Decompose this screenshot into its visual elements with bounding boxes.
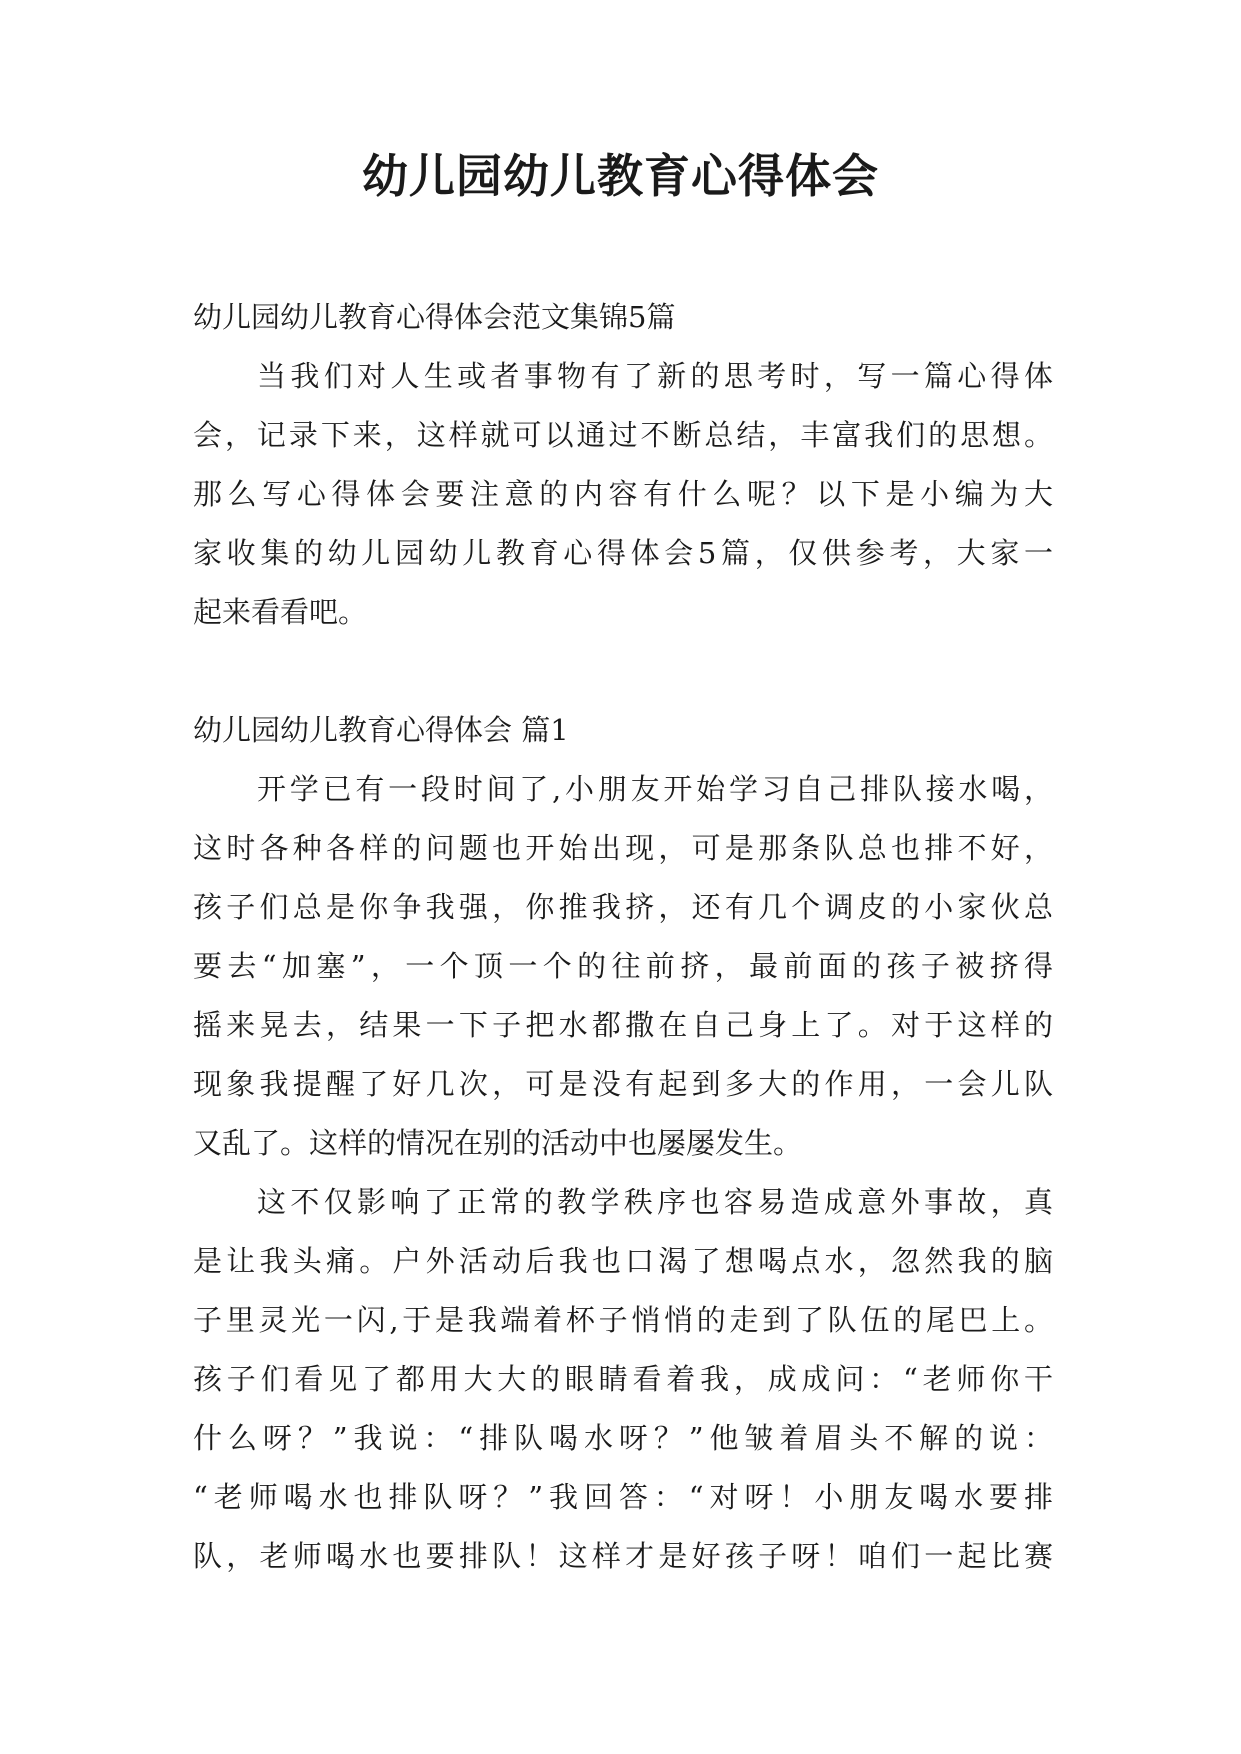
paragraph-line: 开学已有一段时间了,小朋友开始学习自己排队接水喝， [257, 772, 1053, 806]
section1-paragraph-1 [193, 760, 1053, 1173]
document-subtitle: 幼儿园幼儿教育心得体会范文集锦5篇 [193, 300, 676, 334]
paragraph-line: 又乱了。这样的情况在别的活动中也屡屡发生。 [193, 1126, 803, 1160]
paragraph-line: 要去“加塞”，一个顶一个的往前挤，最前面的孩子被挤得 [193, 949, 1053, 983]
paragraph-line: 是让我头痛。户外活动后我也口渴了想喝点水，忽然我的脑 [193, 1244, 1053, 1278]
paragraph-line: 什么呀？”我说：“排队喝水呀？”他皱着眉头不解的说： [193, 1421, 1053, 1455]
paragraph-line: 现象我提醒了好几次，可是没有起到多大的作用，一会儿队 [193, 1067, 1053, 1101]
section-heading: 幼儿园幼儿教育心得体会 篇1 [193, 713, 569, 747]
paragraph-line: 起来看看吧。 [193, 595, 368, 629]
section1-paragraph-2 [193, 1173, 1053, 1586]
paragraph-line: 子里灵光一闪,于是我端着杯子悄悄的走到了队伍的尾巴上。 [193, 1303, 1053, 1337]
paragraph-line: 队，老师喝水也要排队！这样才是好孩子呀！咱们一起比赛 [193, 1539, 1053, 1573]
document-body [193, 288, 1053, 1586]
paragraph-line: 当我们对人生或者事物有了新的思考时，写一篇心得体 [257, 359, 1053, 393]
section-spacer [193, 642, 1053, 701]
document-title: 幼儿园幼儿教育心得体会 [362, 149, 879, 203]
paragraph-line: 孩子们总是你争我强，你推我挤，还有几个调皮的小家伙总 [193, 890, 1053, 924]
intro-paragraph [193, 347, 1053, 642]
paragraph-line: 家收集的幼儿园幼儿教育心得体会5篇，仅供参考，大家一 [193, 536, 1053, 570]
paragraph-line: 会，记录下来，这样就可以通过不断总结，丰富我们的思想。 [193, 418, 1053, 452]
paragraph-line: “老师喝水也排队呀？”我回答：“对呀！小朋友喝水要排 [193, 1480, 1053, 1514]
paragraph-line: 孩子们看见了都用大大的眼睛看着我，成成问：“老师你干 [193, 1362, 1053, 1396]
paragraph-line: 这不仅影响了正常的教学秩序也容易造成意外事故，真 [257, 1185, 1053, 1219]
paragraph-line: 摇来晃去，结果一下子把水都撒在自己身上了。对于这样的 [193, 1008, 1053, 1042]
paragraph-line: 那么写心得体会要注意的内容有什么呢？以下是小编为大 [193, 477, 1053, 511]
paragraph-line: 这时各种各样的问题也开始出现，可是那条队总也排不好， [193, 831, 1053, 865]
